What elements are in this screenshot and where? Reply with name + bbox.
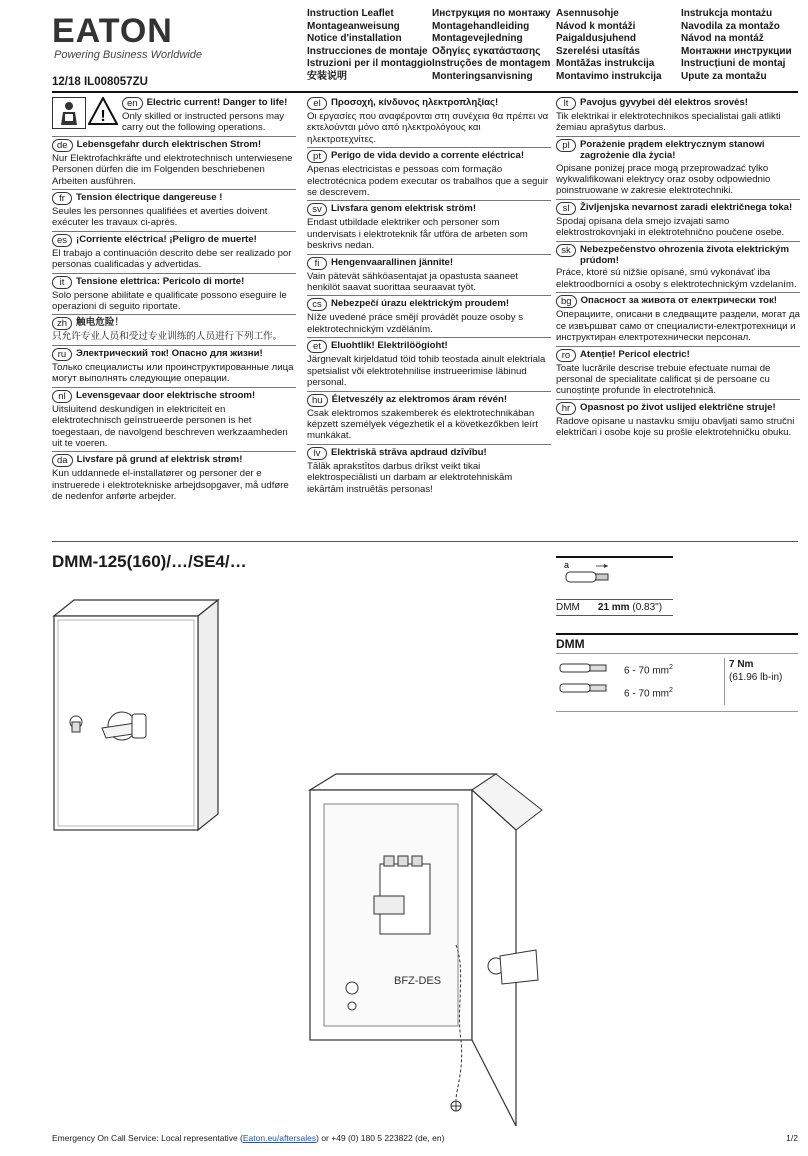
language-title: Navodila za montažo bbox=[681, 20, 780, 32]
warning-title: Livsfare på grund af elektrisk strøm! bbox=[76, 454, 243, 466]
language-titles-col1 bbox=[307, 8, 432, 84]
aftersales-link[interactable]: Eaton.eu/aftersales bbox=[242, 1133, 317, 1143]
language-titles-col2 bbox=[432, 8, 551, 84]
document-reference: 12/18 IL008057ZU bbox=[52, 76, 148, 88]
torque-value: 7 Nm bbox=[729, 659, 754, 670]
warning-title: Опасност за живота от електрически ток! bbox=[580, 295, 777, 307]
language-code-badge: bg bbox=[556, 295, 577, 308]
warning-block-cs bbox=[307, 295, 551, 335]
language-code-badge: en bbox=[122, 97, 143, 110]
warning-title: Porażenie prądem elektrycznym stanowi zagrożenie dla życia! bbox=[580, 138, 765, 162]
strip-model: DMM bbox=[556, 602, 580, 613]
warning-text: Opisane poniżej prace mogą przeprowadzać tylko wykwalifikowani elektrycy oraz osoby odpowiednio poinstruowane w zakresie elektrotechniki. bbox=[556, 162, 771, 197]
torque-imperial: (61.96 lb-in) bbox=[729, 672, 783, 683]
warning-title: Электрический ток! Опасно для жизни! bbox=[76, 347, 263, 359]
warning-title: Eluohtlik! Elektrilöögioht! bbox=[331, 340, 448, 352]
warning-block-ro bbox=[556, 346, 800, 397]
language-code-badge: cs bbox=[307, 298, 327, 311]
warning-block-fr bbox=[52, 189, 296, 229]
warning-title: Hengenvaarallinen jännite! bbox=[331, 256, 454, 268]
svg-text:a: a bbox=[564, 560, 570, 570]
warning-block-de bbox=[52, 136, 296, 187]
warning-block-el bbox=[307, 95, 551, 145]
warning-text: Tik elektrikai ir elektrotechnikos specialistai gali atlikti žemiau aprašytus darbus. bbox=[556, 111, 781, 134]
tagline: Powering Business Worldwide bbox=[54, 49, 202, 61]
warning-title: Opasnost po život uslijed električne struje! bbox=[580, 401, 776, 413]
terminal-spec bbox=[556, 633, 798, 712]
language-code-badge: de bbox=[52, 139, 73, 152]
warning-text: Uitsluitend deskundigen in elektriciteit en elektrotechnisch geïnstrueerde personen is het toegestaan, de navolgend beschreven werkzaamheden uit te voeren. bbox=[52, 403, 288, 449]
warning-block-en bbox=[52, 95, 296, 134]
language-code-badge: sk bbox=[556, 244, 576, 257]
language-title: Návod k montáži bbox=[556, 20, 636, 32]
warning-block-it bbox=[52, 273, 296, 313]
strip-imperial: (0.83") bbox=[632, 602, 663, 613]
language-code-badge: ru bbox=[52, 348, 72, 361]
warning-title: Életveszély az elektromos áram révén! bbox=[331, 393, 508, 405]
language-title: Návod na montáž bbox=[681, 33, 764, 45]
warning-title: Perigo de vida devido a corrente eléctrica! bbox=[331, 150, 525, 162]
warning-text: Seules les personnes qualifiées et averties doivent exécuter les travaux ci-après. bbox=[52, 206, 268, 229]
language-title: Montagehandleiding bbox=[432, 20, 530, 32]
warnings-column-1 bbox=[52, 95, 296, 505]
warnings-column-2 bbox=[307, 95, 551, 497]
warning-block-hr bbox=[556, 399, 800, 439]
warning-title: Προσοχή, κίνδυνος ηλεκτροπληξίας! bbox=[331, 97, 499, 108]
warning-block-hu bbox=[307, 391, 551, 442]
warning-block-es bbox=[52, 231, 296, 271]
language-title: Монтажни инструкции bbox=[681, 45, 792, 57]
language-title: Instruções de montagem bbox=[432, 58, 551, 70]
skilled-person-icon bbox=[52, 97, 86, 129]
wire-strip-icon bbox=[556, 556, 673, 594]
warning-text: Kun uddannede el-installatører og personer der e instruerede i elektrotekniske arbejdsopgaver, må udføre de nedenfor anførte arbejder. bbox=[52, 468, 289, 503]
bfz-des-label: BFZ-DES bbox=[394, 975, 442, 987]
warning-block-zh bbox=[52, 314, 296, 342]
language-title: Istruzioni per il montaggio bbox=[307, 58, 432, 70]
warning-text: El trabajo a continuación descrito debe ser realizado por personas cualificadas y advertidas. bbox=[52, 247, 292, 271]
warning-text: Apenas electricistas e pessoas com formação electrotécnica podem executar os trabalhos que a seguir se descrevem. bbox=[307, 164, 549, 199]
warning-block-fi bbox=[307, 254, 551, 294]
header-divider bbox=[52, 91, 798, 93]
language-titles-col4 bbox=[681, 8, 792, 84]
warning-title: Levensgevaar door elektrische stroom! bbox=[76, 389, 256, 401]
warning-block-da bbox=[52, 451, 296, 502]
language-titles-col3 bbox=[556, 8, 662, 84]
language-code-badge: lv bbox=[307, 447, 327, 460]
language-code-badge: pt bbox=[307, 150, 327, 163]
language-code-badge: fr bbox=[52, 192, 72, 205]
wire-ferrule-icon bbox=[556, 658, 616, 700]
warning-block-ru bbox=[52, 345, 296, 385]
language-title: Montagevejledning bbox=[432, 33, 523, 45]
warning-title: 触电危险！ bbox=[76, 317, 125, 329]
language-code-badge: et bbox=[307, 340, 327, 353]
warning-title: Elektriskā strāva apdraud dzīvību! bbox=[331, 446, 487, 458]
language-title: Szerelési utasítás bbox=[556, 45, 640, 57]
language-code-badge: fi bbox=[307, 257, 327, 270]
warning-text: Операциите, описани в следващите раздели, могат да се извършват само от специалисти-електротехници и инструктиран електротехнически персонал. bbox=[556, 309, 800, 344]
warning-title: Pavojus gyvybei dėl elektros srovės! bbox=[580, 97, 748, 108]
language-code-badge: zh bbox=[52, 317, 72, 330]
warning-text: Práce, ktoré sú nižšie opísané, smú vykonávať iba elektroodborníci a osoby s elektrotechnickým vzdelaním. bbox=[556, 267, 797, 290]
language-code-badge: sv bbox=[307, 203, 327, 216]
warning-block-lv bbox=[307, 444, 551, 495]
warning-text: Только специалисты или проинструктированные лица могут выполнять следующие операции. bbox=[52, 361, 294, 385]
language-title: Upute za montažu bbox=[681, 70, 767, 82]
warning-text: Järgnevalt kirjeldatud töid tohib teostada ainult elektriala spetsialist või elektrotehnilise instrueerimise läbinud personal. bbox=[307, 354, 546, 389]
warning-title: Nebezpečí úrazu elektrickým proudem! bbox=[331, 298, 510, 310]
language-code-badge: sl bbox=[556, 202, 576, 215]
warning-text: Vain pätevät sähköasentajat ja opastusta saaneet henkilöt saavat suorittaa seuraavat työt. bbox=[307, 270, 519, 294]
warning-text: Csak elektromos szakemberek és elektrotechnikában képzett személyek végezhetik el a következőkben leírt munkákat. bbox=[307, 407, 538, 442]
warning-title: ¡Corriente eléctrica! ¡Peligro de muerte! bbox=[76, 233, 257, 245]
warning-title: Livsfara genom elektrisk ström! bbox=[331, 203, 477, 215]
warning-title: Nebezpečenstvo ohrozenia života elektrickým prúdom! bbox=[580, 243, 790, 267]
warning-block-sk bbox=[556, 241, 800, 291]
warning-text: Radove opisane u nastavku smiju obavljati samo stručni električari i osobe koje su prošle elektrotehničku obuku. bbox=[556, 415, 795, 439]
language-title: Montāžas instrukcija bbox=[556, 58, 655, 70]
warning-text: Tālāk aprakstītos darbus drīkst veikt tikai elektrospeciālisti un darbam ar elektrotehniskām iekārtām instruētās personas! bbox=[307, 460, 513, 495]
wire-range-2: 6 - 70 $mm^2$ bbox=[624, 687, 673, 700]
language-code-badge: nl bbox=[52, 390, 72, 403]
warning-block-et bbox=[307, 337, 551, 388]
warning-title: Življenjska nevarnost zaradi električnega toka! bbox=[580, 201, 793, 213]
warning-title: Electric current! Danger to life! bbox=[146, 97, 288, 108]
electric-hazard-icon bbox=[88, 97, 118, 125]
warning-block-bg bbox=[556, 292, 800, 343]
language-title: Montageanweisung bbox=[307, 20, 400, 32]
eaton-logo: EATON bbox=[52, 12, 173, 50]
warning-block-sv bbox=[307, 200, 551, 251]
language-title: Инструкция по монтажу bbox=[432, 8, 551, 19]
language-title: Montavimo instrukcija bbox=[556, 70, 662, 82]
product-title: DMM-125(160)/…/SE4/… bbox=[52, 552, 247, 571]
warning-title: Tension électrique dangereuse ! bbox=[76, 192, 223, 204]
warning-title: Atenție! Pericol electric! bbox=[580, 348, 690, 360]
warning-block-sl bbox=[556, 199, 800, 239]
warning-text: Only skilled or instructed persons may carry out the following operations. bbox=[122, 111, 285, 134]
warning-block-lt bbox=[556, 95, 800, 134]
language-title: Monteringsanvisning bbox=[432, 70, 533, 82]
page-number: 1/2 bbox=[786, 1133, 798, 1143]
warning-text: Nur Elektrofachkräfte und elektrotechnisch unterwiesene Personen dürfen die im Folgenden beschriebenen Arbeiten ausführen. bbox=[52, 152, 293, 187]
warning-text: Solo persone abilitate e qualificate possono eseguire le operazioni di seguito riportate. bbox=[52, 289, 287, 313]
strip-value: 21 mm bbox=[597, 602, 630, 613]
warning-block-pt bbox=[307, 147, 551, 198]
language-title: Paigaldusjuhend bbox=[556, 33, 637, 45]
language-title: Οδηγίες εγκατάστασης bbox=[432, 45, 541, 57]
warning-title: Lebensgefahr durch elektrischen Strom! bbox=[76, 138, 262, 150]
warning-text: Endast utbildade elektriker och personer som undervisats i elektroteknik får utföra de arbeten som beskrivs nedan. bbox=[307, 217, 528, 252]
language-code-badge: ro bbox=[556, 349, 576, 362]
enclosure-closed-drawing bbox=[50, 596, 225, 836]
language-title: Instruction Leaflet bbox=[307, 8, 394, 19]
warning-text: 只允许专业人员和受过专业训练的人员进行下列工作。 bbox=[52, 331, 283, 343]
language-title: Instrukcja montażu bbox=[681, 8, 773, 19]
warning-icons bbox=[52, 97, 118, 129]
language-title: Instrucțiuni de montaj bbox=[681, 58, 786, 70]
language-code-badge: es bbox=[52, 234, 72, 247]
language-code-badge: da bbox=[52, 454, 73, 467]
language-title: Notice d'installation bbox=[307, 33, 402, 45]
warning-title: Tensione elettrica: Pericolo di morte! bbox=[76, 275, 245, 287]
language-code-badge: el bbox=[307, 97, 327, 110]
warning-block-nl bbox=[52, 387, 296, 450]
warning-text: Spodaj opisana dela smejo izvajati samo elektrostrokovnjaki in elektrotehnično poučene osebe. bbox=[556, 215, 785, 239]
warning-block-pl bbox=[556, 136, 800, 197]
language-title: 安装说明 bbox=[307, 70, 347, 82]
language-title: Instrucciones de montaje bbox=[307, 45, 428, 57]
language-code-badge: it bbox=[52, 276, 72, 289]
warnings-column-3 bbox=[556, 95, 800, 441]
language-code-badge: hu bbox=[307, 394, 328, 407]
svg-text:!: ! bbox=[100, 108, 106, 125]
footer: Emergency On Call Service: Local representative (Eaton.eu/aftersales) or +49 (0) 180 5 223822 (de, en) bbox=[52, 1133, 445, 1143]
warning-text: Níže uvedené práce smějí provádět pouze osoby s elektrotechnickým vzděláním. bbox=[307, 312, 523, 335]
strip-length-spec bbox=[556, 556, 673, 616]
language-code-badge: lt bbox=[556, 97, 576, 110]
warning-text: Οι εργασίες που αναφέρονται στη συνέχεια θα πρέπει να εκτελούνται μόνο από ηλεκτρολόγους και ηλεκτροτεχνίτες. bbox=[307, 111, 549, 145]
language-code-badge: hr bbox=[556, 402, 576, 415]
wire-range-1: 6 - 70 $mm^2$ bbox=[624, 664, 673, 677]
language-title: Asennusohje bbox=[556, 8, 619, 19]
enclosure-open-drawing bbox=[306, 770, 546, 1132]
warnings-bottom-divider bbox=[52, 541, 798, 542]
terminal-spec-title: DMM bbox=[556, 633, 798, 653]
language-code-badge: pl bbox=[556, 139, 576, 152]
warning-text: Toate lucrările descrise trebuie efectuate numai de personal de specialitate calificat și de persoane cu cunoștințe profunde în electrotehnică. bbox=[556, 362, 771, 397]
